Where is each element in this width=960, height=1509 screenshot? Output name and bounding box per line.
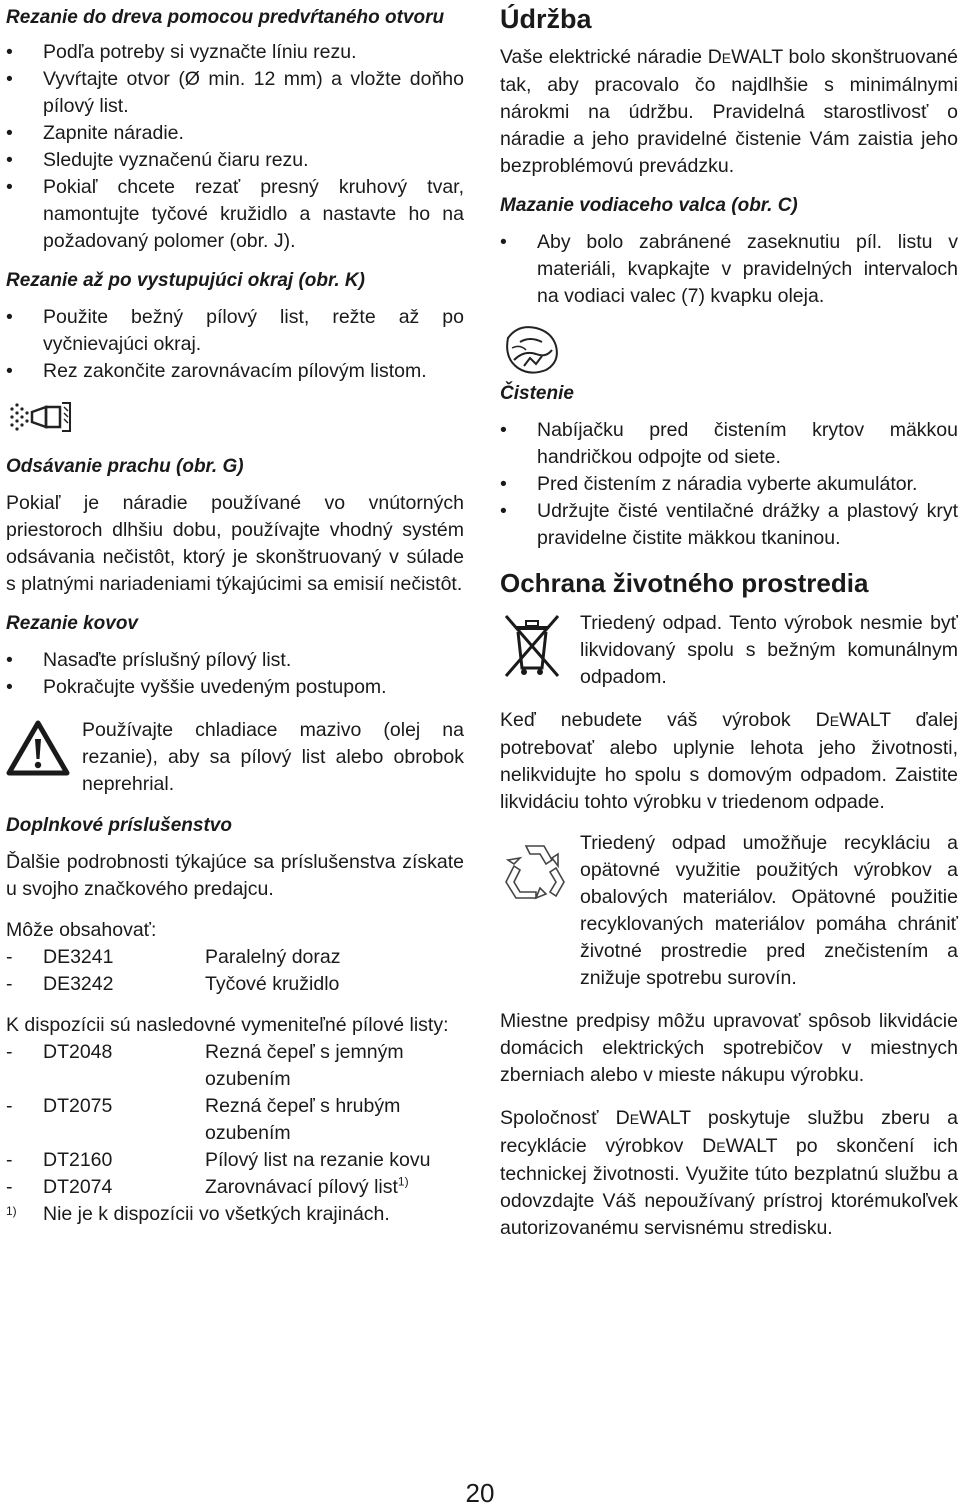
blade-desc: Zarovnávací pílový list	[205, 1176, 398, 1198]
footnote-marker: 1)	[397, 1174, 409, 1189]
footnote	[6, 1201, 464, 1228]
bullet-list-metal	[6, 647, 464, 701]
table-row: - DT2075 Rezná čepeľ s hrubým ozubením	[6, 1095, 401, 1144]
list-item: • Použite bežný pílový list, režte až po vyčnievajúci okraj.	[6, 304, 464, 358]
contains-list	[6, 944, 464, 998]
cleaning-cloth-icon	[500, 320, 958, 378]
heading-predrilled: Rezanie do dreva pomocou predvŕtaného otvoru	[6, 7, 445, 28]
footnote-text: Nie je k dispozícii vo všetkých krajinách.	[43, 1203, 390, 1225]
heading-cleaning: Čistenie	[500, 383, 574, 404]
table-row: - DT2074 Zarovnávací pílový list$^{1)}$	[6, 1174, 409, 1198]
blades-label: K dispozícii sú nasledovné vymeniteľné pílové listy:	[6, 1014, 449, 1036]
table-row: - DT2160 Pílový list na rezanie kovu	[6, 1149, 431, 1171]
list-item: • Pokračujte vyššie uvedeným postupom.	[6, 674, 464, 701]
left-column	[6, 0, 464, 1228]
warning-text: Používajte chladiace mazivo (olej na rezanie), aby sa pílový list alebo obrobok neprehrial.	[82, 719, 464, 795]
heading-lubrication: Mazanie vodiaceho valca (obr. C)	[500, 195, 798, 216]
bin-block	[500, 610, 958, 691]
accessories-paragraph: Ďalšie podrobnosti týkajúce sa príslušenstva získate u svojho značkového predajcu.	[6, 851, 464, 900]
heading-environment: Ochrana životného prostredia	[500, 568, 869, 598]
list-item: • Vyvŕtajte otvor (Ø min. 12 mm) a vložte doňho pílový list.	[6, 66, 464, 120]
heading-dust: Odsávanie prachu (obr. G)	[6, 456, 244, 477]
bullet-list-cleaning	[500, 417, 958, 552]
crossed-bin-icon	[500, 610, 580, 685]
env-paragraph-2: Miestne predpisy môžu upravovať spôsob likvidácie domácich elektrických spotrebičov v miestnych zberniach alebo v mieste nákupu výrobku.	[500, 1010, 958, 1086]
env-paragraph-3: Spoločnosť DEWALT poskytuje službu zberu a recyklácie výrobkov DEWALT po skončení ich technickej životnosti. Využite túto bezplatnú službu a odovzdajte Váš nepoužívaný prístroj ktorémukoľvek autorizovanému servisnému stredisku.	[500, 1107, 959, 1239]
env-paragraph-1: Keď nebudete váš výrobok DEWALT ďalej potrebovať alebo uplynie lehota jeho životnosti, nelikvidujte ho spolu s domovým odpadom. Zaistite likvidáciu tohto výrobku v triedenom odpade.	[500, 709, 958, 813]
page-number: 20	[465, 1478, 495, 1508]
dust-extraction-icon	[6, 393, 464, 451]
heading-accessories: Doplnkové príslušenstvo	[6, 815, 232, 836]
list-item: • Zapnite náradie.	[6, 120, 464, 147]
list-item: • Udržujte čisté ventilačné drážky a plastový kryt pravidelne čistite mäkkou tkaninou.	[500, 498, 958, 552]
heading-maintenance: Údržba	[500, 4, 592, 34]
list-item: • Pred čistením z náradia vyberte akumulátor.	[500, 471, 958, 498]
list-item: • Podľa potreby si vyznačte líniu rezu.	[6, 39, 464, 66]
list-item: • Nasaďte príslušný pílový list.	[6, 647, 464, 674]
bullet-list-predrilled	[6, 39, 464, 255]
warning-triangle-icon	[6, 717, 82, 782]
right-column	[500, 0, 958, 1242]
maintenance-paragraph: Vaše elektrické náradie DEWALT bolo skonštruované tak, aby pracovalo čo najdlhšie s minimálnymi nárokmi na údržbu. Pravidelná starostlivosť o náradie a jeho pravidelné čistenie Vám zaistia jeho bezproblémovú prevádzku.	[500, 46, 958, 177]
list-item: • Aby bolo zabránené zaseknutiu píl. listu v materiáli, kvapkajte v pravidelných intervaloch na vodiaci valec (7) kvapku oleja.	[500, 229, 958, 310]
table-row: - DT2048 Rezná čepeľ s jemným ozubením	[6, 1041, 404, 1090]
recycle-icon	[500, 830, 580, 911]
table-row: - DE3242 Tyčové kružidlo	[6, 973, 340, 995]
heading-metal: Rezanie kovov	[6, 613, 138, 634]
heading-edge-cut: Rezanie až po vystupujúci okraj (obr. K)	[6, 270, 365, 291]
table-row: - DE3241 Paralelný doraz	[6, 946, 341, 968]
bin-text: Triedený odpad. Tento výrobok nesmie byť likvidovaný spolu s bežným komunálnym odpadom.	[580, 612, 958, 688]
recycle-block	[500, 830, 958, 992]
bullet-list-edge-cut	[6, 304, 464, 385]
blades-list	[6, 1039, 464, 1228]
list-item: • Pokiaľ chcete rezať presný kruhový tvar, namontujte tyčové kružidlo a nastavte ho na požadovaný polomer (obr. J).	[6, 174, 464, 255]
dust-paragraph: Pokiaľ je náradie používané vo vnútorných priestoroch dlhšiu dobu, používajte vhodný systém odsávania nečistôt, ktorý je skonštruovaný v súlade s platnými nariadeniami týkajúcimi sa emisií nečistôt.	[6, 492, 464, 595]
list-item: • Sledujte vyznačenú čiaru rezu.	[6, 147, 464, 174]
warning-block	[6, 717, 464, 798]
list-item: • Rez zakončite zarovnávacím pílovým listom.	[6, 358, 464, 385]
footnote-mark: 1)	[6, 1204, 17, 1218]
contains-label: Môže obsahovať:	[6, 919, 157, 941]
list-item: • Nabíjačku pred čistením krytov mäkkou handričkou odpojte od siete.	[500, 417, 958, 471]
recycle-text: Triedený odpad umožňuje recykláciu a opätovné využitie použitých výrobkov a obalových materiálov. Opätovné použitie recyklovaných materiálov pomáha chrániť životné prostredie pred znečistením a znižuje spotrebu surovín.	[580, 832, 958, 989]
bullet-list-lubrication	[500, 229, 958, 310]
